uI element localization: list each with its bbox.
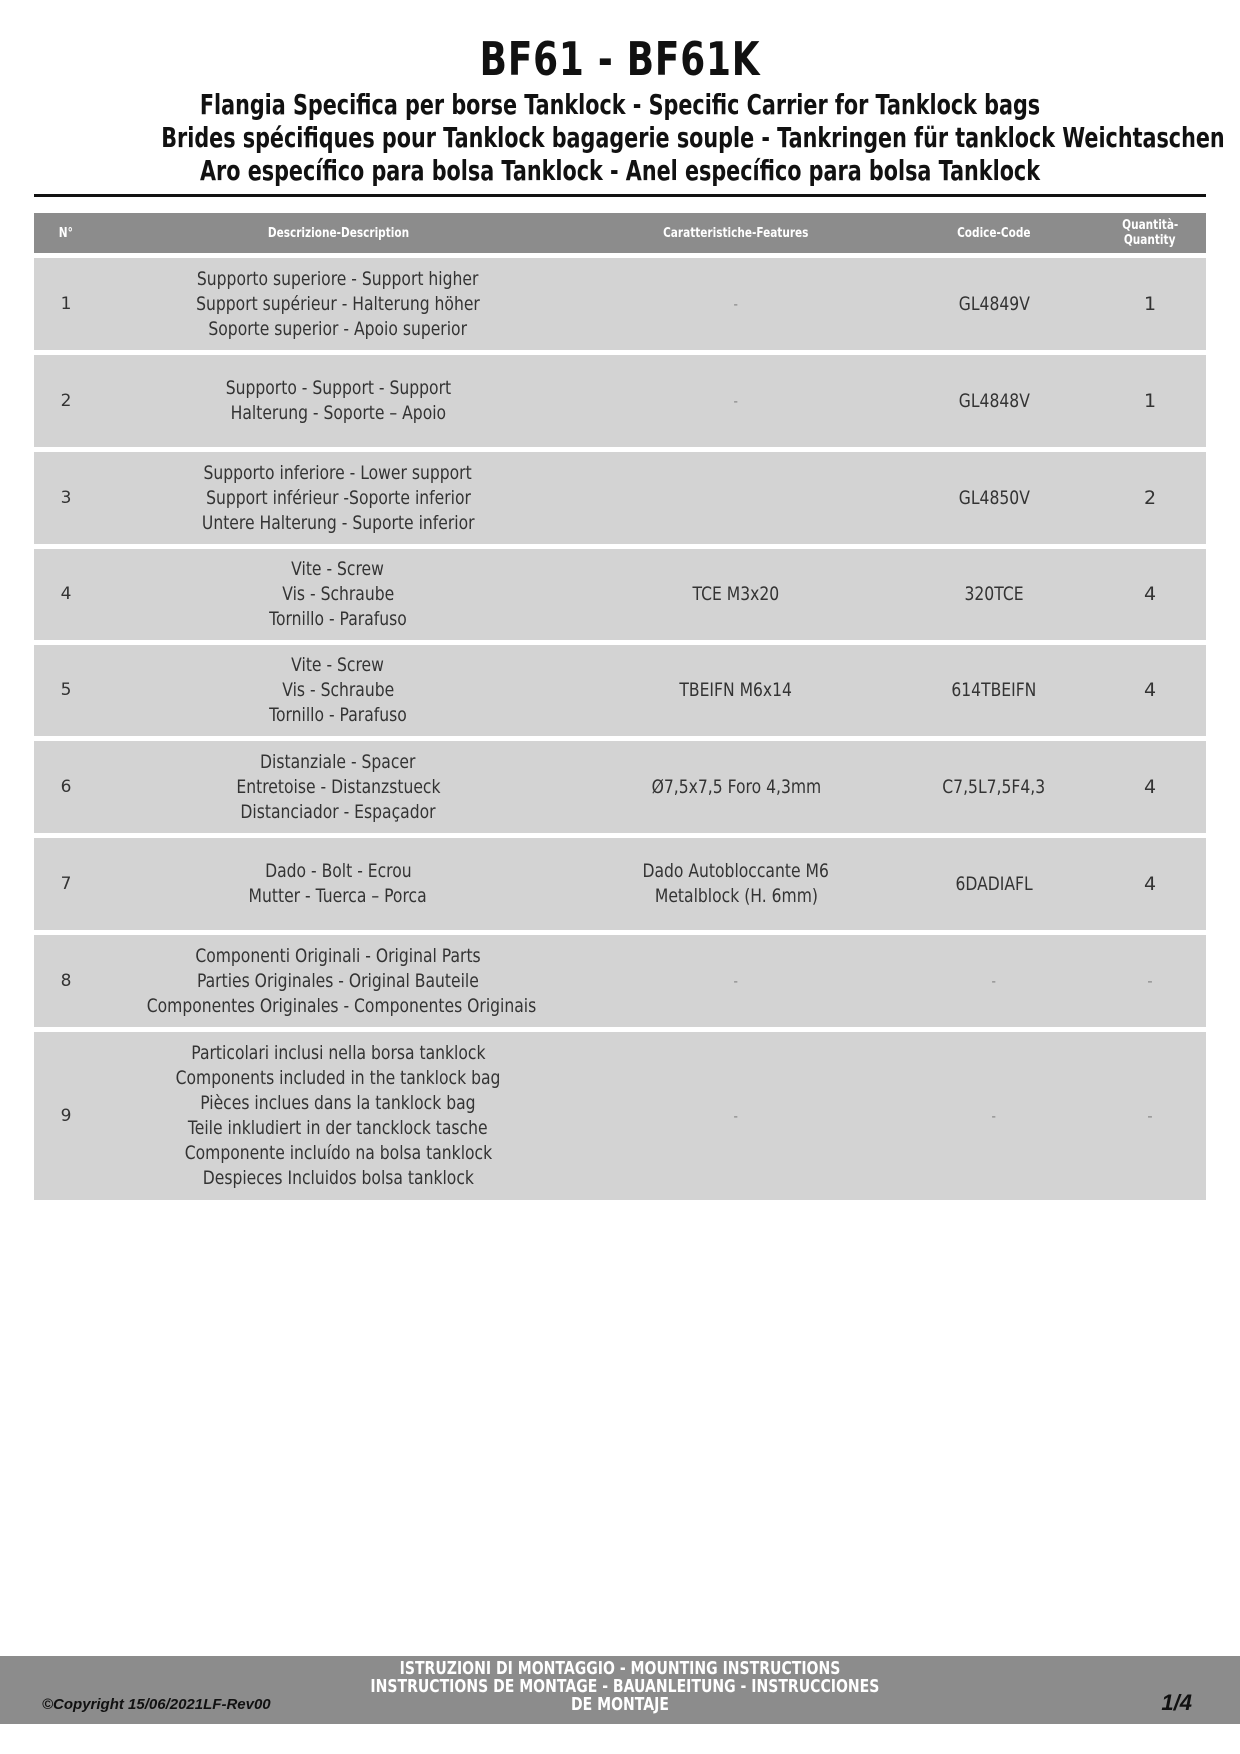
- table-body: [34, 258, 1206, 1200]
- footer-line-1: ISTRUZIONI DI MONTAGGIO - MOUNTING INSTRUCTIONS: [399, 1658, 841, 1679]
- row-code: 320TCE: [894, 549, 1094, 640]
- table-header-row: [34, 213, 1206, 253]
- row-features: -: [578, 1032, 894, 1200]
- table-row: [34, 645, 1206, 736]
- row-number: 4: [34, 549, 98, 640]
- description-line: Parties Originales - Original Bauteile: [197, 969, 479, 992]
- row-features: TCE M3x20: [578, 549, 894, 640]
- description-line: Support inférieur -Soporte inferior: [205, 486, 471, 509]
- row-features: [578, 452, 894, 544]
- description-line: Vis - Schraube: [282, 583, 394, 605]
- row-number: 3: [34, 452, 98, 544]
- row-quantity: -: [1094, 1032, 1206, 1200]
- description-line: Teile inkludiert in der tancklock tasche: [188, 1117, 488, 1139]
- row-description: [98, 935, 578, 1027]
- table-row: [34, 838, 1206, 930]
- row-code: 6DADIAFL: [894, 838, 1094, 930]
- row-description: [98, 741, 578, 833]
- description-line: Supporto superiore - Support higher: [197, 267, 479, 290]
- row-number: 6: [34, 741, 98, 833]
- table-row: [34, 452, 1206, 544]
- description-line: Vis - Schraube: [282, 679, 394, 701]
- description-line: Vite - Screw: [291, 558, 385, 580]
- footer-line-3: DE MONTAJE: [571, 1694, 669, 1715]
- col-header-code: Codice-Code: [894, 213, 1094, 253]
- row-description: [98, 549, 578, 640]
- description-line: Support supérieur - Halterung höher: [196, 292, 480, 315]
- row-quantity: 2: [1094, 452, 1206, 544]
- row-features: -: [578, 935, 894, 1027]
- description-line: Distanciador - Espaçador: [240, 800, 436, 823]
- description-line: Componentes Originales - Componentes Originais: [146, 994, 537, 1017]
- row-quantity: 4: [1094, 838, 1206, 930]
- row-description: [98, 645, 578, 736]
- row-code: GL4848V: [894, 355, 1094, 447]
- row-features: -: [578, 355, 894, 447]
- footer-line-2: INSTRUCTIONS DE MONTAGE - BAUANLEITUNG - INSTRUCCIONES: [370, 1676, 880, 1697]
- description-line: Despieces Incluidos bolsa tanklock: [202, 1167, 474, 1189]
- description-line: Componente incluído na bolsa tanklock: [184, 1142, 492, 1164]
- description-line: Vite - Screw: [291, 654, 385, 676]
- description-line: Supporto - Support - Support: [225, 377, 451, 399]
- row-features: -: [578, 258, 894, 350]
- row-description: [98, 452, 578, 544]
- subtitle-line-2: Brides spécifiques pour Tanklock bagagerie souple - Tankringen für tanklock Weichtaschen: [161, 121, 1225, 154]
- table-row: [34, 258, 1206, 350]
- row-description: [98, 355, 578, 447]
- row-number: 9: [34, 1032, 98, 1200]
- table-row: [34, 935, 1206, 1027]
- description-line: Particolari inclusi nella borsa tanklock: [190, 1042, 486, 1064]
- description-line: Halterung - Soporte – Apoio: [230, 402, 446, 424]
- row-quantity: 1: [1094, 355, 1206, 447]
- row-number: 2: [34, 355, 98, 447]
- row-quantity: -: [1094, 935, 1206, 1027]
- row-quantity: 4: [1094, 549, 1206, 640]
- row-code: GL4849V: [894, 258, 1094, 350]
- description-line: Mutter - Tuerca – Porca: [248, 885, 428, 907]
- footer-bar: [0, 1656, 1240, 1724]
- row-number: 1: [34, 258, 98, 350]
- row-code: -: [894, 1032, 1094, 1200]
- table-row: [34, 741, 1206, 833]
- row-features: TBEIFN M6x14: [578, 645, 894, 736]
- row-number: 7: [34, 838, 98, 930]
- table-row: [34, 549, 1206, 640]
- row-number: 5: [34, 645, 98, 736]
- description-line: Componenti Originali - Original Parts: [195, 944, 481, 967]
- page-title: BF61 - BF61K: [479, 32, 761, 86]
- description-line: Pièces inclues dans la tanklock bag: [200, 1092, 476, 1114]
- col-header-num: N°: [34, 213, 98, 253]
- row-quantity: 4: [1094, 741, 1206, 833]
- description-line: Soporte superior - Apoio superior: [208, 317, 468, 340]
- row-number: 8: [34, 935, 98, 1027]
- document-header: [0, 30, 1240, 187]
- row-features: Dado Autobloccante M6 Metalblock (H. 6mm): [578, 838, 894, 930]
- description-line: Tornillo - Parafuso: [269, 608, 407, 630]
- footer-title: [300, 1660, 940, 1714]
- col-header-quantity: Quantità- Quantity: [1094, 213, 1206, 253]
- description-line: Dado - Bolt - Ecrou: [264, 860, 412, 882]
- description-line: Entretoise - Distanzstueck: [235, 775, 441, 798]
- page-number: 1/4: [1161, 1690, 1192, 1715]
- row-features: Ø7,5x7,5 Foro 4,3mm: [578, 741, 894, 833]
- row-description: [98, 258, 578, 350]
- table-row: [34, 355, 1206, 447]
- subtitle-line-1: Flangia Specifica per borse Tanklock - Specific Carrier for Tanklock bags: [199, 88, 1041, 121]
- col-header-features: Caratteristiche-Features: [578, 213, 894, 253]
- row-description: [98, 838, 578, 930]
- row-quantity: 4: [1094, 645, 1206, 736]
- row-quantity: 1: [1094, 258, 1206, 350]
- description-line: Tornillo - Parafuso: [269, 704, 407, 726]
- parts-table: [34, 208, 1206, 1205]
- row-code: 614TBEIFN: [894, 645, 1094, 736]
- table-row: [34, 1032, 1206, 1200]
- row-code: -: [894, 935, 1094, 1027]
- copyright-text: ©Copyright 15/06/2021LF-Rev00: [42, 1696, 271, 1713]
- row-code: GL4850V: [894, 452, 1094, 544]
- description-line: Components included in the tanklock bag: [175, 1067, 501, 1089]
- header-divider: [34, 194, 1206, 197]
- row-description: [98, 1032, 578, 1200]
- subtitle-line-3: Aro específico para bolsa Tanklock - Anel específico para bolsa Tanklock: [200, 154, 1040, 187]
- description-line: Untere Halterung - Suporte inferior: [201, 511, 475, 534]
- description-line: Distanziale - Spacer: [260, 750, 416, 773]
- description-line: Supporto inferiore - Lower support: [203, 461, 473, 484]
- row-code: C7,5L7,5F4,3: [894, 741, 1094, 833]
- col-header-description: Descrizione-Description: [98, 213, 578, 253]
